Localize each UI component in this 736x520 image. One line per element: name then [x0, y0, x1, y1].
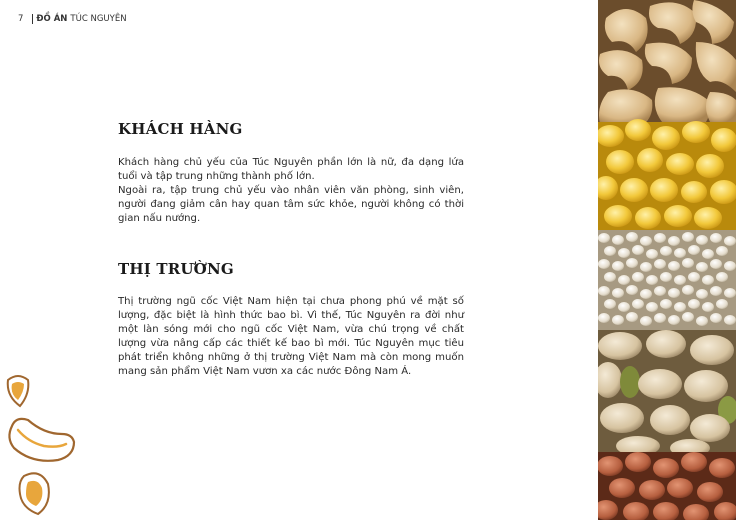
seed-doodle-icon: [20, 473, 49, 514]
grain-doodles: [0, 368, 90, 520]
paragraph-market: Thị trường ngũ cốc Việt Nam hiện tại chưa phong phú về mặt số lượng, đặc biệt là hình thức bao bì. Vì thế, Túc Nguyên ra đời như một làn sóng mới cho ngũ cốc Việt Nam, vừa chú trọng về chất lượng vừa nâng cấp các thiết kế bao bì mới. Túc Nguyên mục tiêu phát triển không những ở thị trường Việt Nam mà còn mong muốn mang sản phẩm Việt Nam vươn xa các nước Đông Nam Á.: [118, 296, 464, 377]
header-subtitle: TÚC NGUYÊN: [70, 14, 127, 24]
corn-band: [598, 119, 736, 230]
paragraph-customers-2: Ngoài ra, tập trung chủ yếu vào nhân viên văn phòng, sinh viên, người đang giảm cân hay quan tâm sức khỏe, người không có thời gian nấu nướng.: [118, 185, 464, 224]
page-header: [18, 12, 127, 26]
corn-kernel-icon: [8, 376, 29, 406]
grains-photo: [598, 0, 736, 520]
cashew-band: [598, 0, 736, 124]
peanut-band: [598, 452, 736, 520]
section-title-market: THỊ TRƯỜNG: [118, 260, 234, 278]
header-divider: [32, 14, 33, 24]
header-brand: ĐỒ ÁN: [36, 14, 68, 24]
barley-band: [598, 230, 736, 330]
section-title-customers: KHÁCH HÀNG: [118, 120, 243, 138]
page-number: 7: [18, 14, 24, 24]
paragraph-customers-1: Khách hàng chủ yếu của Túc Nguyên phần lớn là nữ, đa dạng lứa tuổi và tập trung những thành phố lớn.: [118, 157, 464, 182]
cashew-doodle-icon: [9, 419, 74, 461]
pistachio-band: [598, 330, 736, 457]
